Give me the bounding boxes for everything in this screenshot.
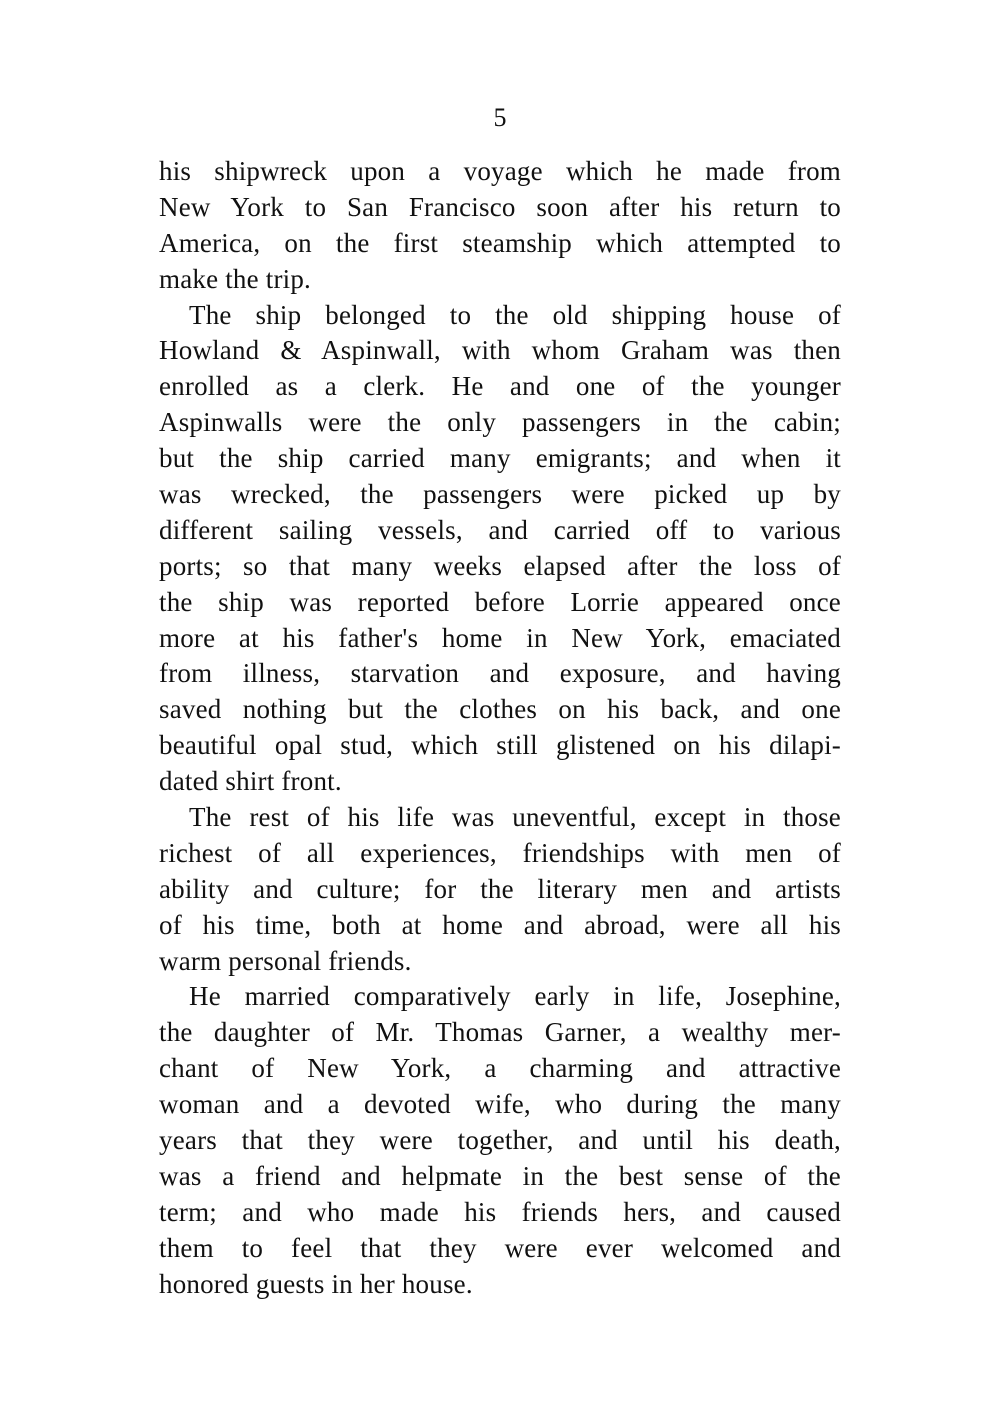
text-line: Howland & Aspinwall, with whom Graham was then (159, 335, 841, 366)
text-line: warm personal friends. (159, 945, 412, 976)
text-line: woman and a devoted wife, who during the many (159, 1089, 841, 1120)
text-line: from illness, starvation and exposure, and having (159, 658, 841, 689)
text-line: more at his father's home in New York, emaciated (159, 622, 841, 653)
body-text (159, 154, 841, 1303)
paragraph-4 (159, 979, 841, 1302)
text-line: the ship was reported before Lorrie appeared once (159, 586, 841, 617)
text-line: The ship belonged to the old shipping house of (189, 299, 841, 330)
text-line: ports; so that many weeks elapsed after the loss of (159, 550, 841, 581)
text-line: The rest of his life was uneventful, except in those (189, 802, 841, 833)
page-number: 5 (493, 103, 507, 132)
paragraph-2 (159, 298, 841, 800)
text-line: the daughter of Mr. Thomas Garner, a wealthy mer- (159, 1017, 841, 1048)
text-line: was a friend and helpmate in the best sense of the (159, 1160, 841, 1191)
text-line: America, on the first steamship which attempted to (159, 227, 841, 258)
text-line: He married comparatively early in life, Josephine, (189, 981, 841, 1012)
text-line: chant of New York, a charming and attractive (159, 1053, 841, 1084)
paragraph-1 (159, 154, 841, 298)
text-line: of his time, both at home and abroad, were all his (159, 909, 841, 940)
text-line: saved nothing but the clothes on his back, and one (159, 694, 841, 725)
text-line: honored guests in her house. (159, 1268, 473, 1299)
text-line: dated shirt front. (159, 766, 342, 797)
text-line: his shipwreck upon a voyage which he made from (159, 156, 841, 186)
text-line: Aspinwalls were the only passengers in the cabin; (159, 407, 841, 438)
text-line: term; and who made his friends hers, and caused (159, 1196, 841, 1227)
text-line: different sailing vessels, and carried off to various (159, 514, 841, 545)
text-line: years that they were together, and until his death, (159, 1125, 841, 1156)
text-line: enrolled as a clerk. He and one of the younger (159, 371, 841, 402)
text-line: New York to San Francisco soon after his return to (159, 191, 841, 222)
text-line: richest of all experiences, friendships with men of (159, 837, 841, 868)
paragraph-3 (159, 800, 841, 979)
text-line: was wrecked, the passengers were picked up by (159, 479, 841, 510)
text-line: them to feel that they were ever welcomed and (159, 1232, 841, 1263)
text-line: but the ship carried many emigrants; and when it (159, 443, 841, 474)
text-line: beautiful opal stud, which still glistened on his dilapi- (159, 730, 841, 761)
text-line: make the trip. (159, 263, 311, 294)
text-line: ability and culture; for the literary men and artists (159, 873, 841, 904)
